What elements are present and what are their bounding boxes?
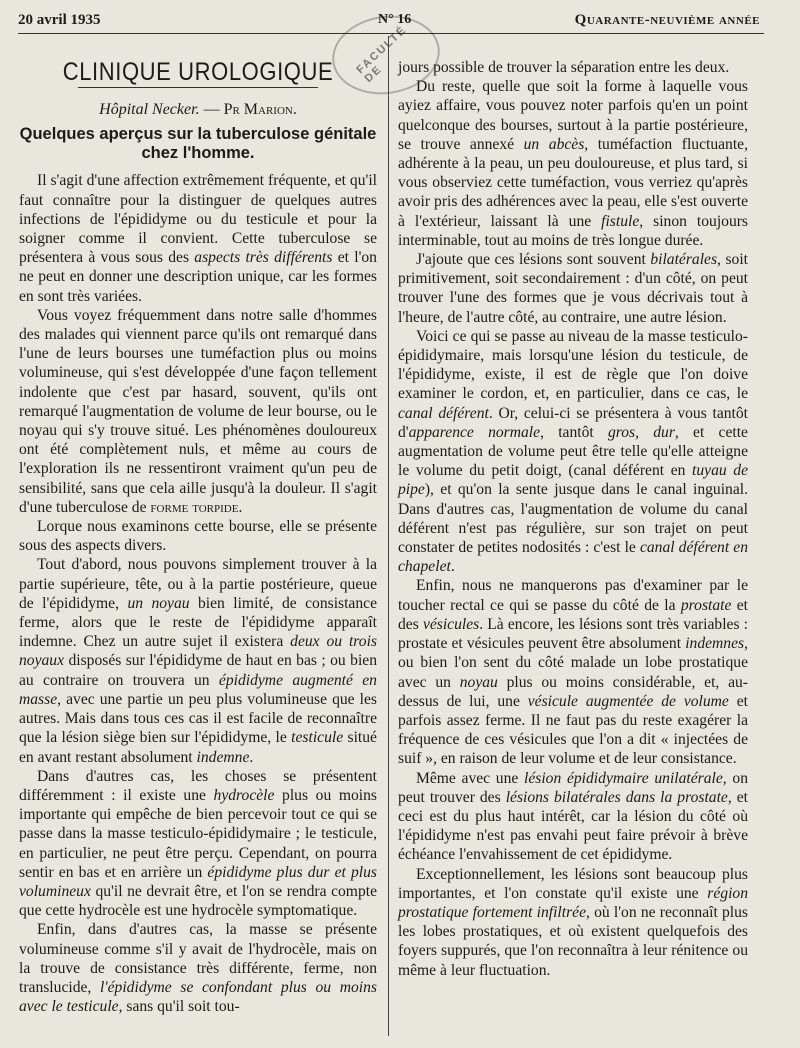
paragraph: Lorque nous examinons cette bourse, elle se présente sous des aspects divers. [19, 518, 377, 555]
paragraph: J'ajoute que ces lésions sont souvent bilatérales, soit primitivement, soit secondairement : d'un côté, on peut trouver l'une des formes que je vous décrivais tout à l'heure, de l'autre côté, au contraire, une autre lésion. [398, 251, 748, 326]
byline-dash: — [199, 101, 224, 119]
author-name: Pr Marion. [223, 101, 297, 119]
paragraph: Voici ce qui se passe au niveau de la masse testiculo-épididymaire, mais lorsqu'une lésion du testicule, de l'épididyme, existe, il est de règle que l'on doive examiner le cordon, et, en particulier, dans ce cas, le canal déférent. Or, celui-ci se présentera à vous tantôt d'apparence normale, tantôt gros, dur, et cette augmentation de volume peut être telle qu'elle atteigne le volume du petit doigt, (canal déférent en tuyau de pipe), et qu'on la sente jusque dans le canal inguinal. Dans d'autres cas, l'augmentation de volume du canal déférent n'est pas régulière, sur son trajet on peut constater de petites nodosités : c'est le canal déférent en chapelet. [398, 327, 749, 576]
paragraph: Même avec une lésion épididymaire unilatérale, on peut trouver des lésions bilatérales dans la prostate, et ceci est du plus haut intérêt, car la lésion du côté où l'épididyme n'est pas envahi peut faire prévoir à brève échéance l'envahissement de cet épididyme. [398, 769, 748, 864]
title-rule [78, 87, 318, 88]
article-title: Quelques aperçus sur la tuberculose génitale chez l'homme. [19, 125, 377, 163]
paragraph: Enfin, dans d'autres cas, la masse se présente volumineuse comme s'il y avait de l'hydrocèle, mais on la trouve de consistance très différente, ferme, non translucide, l'épididyme se confondant plus ou moins avec le testicule, sans qu'il soit tou- [19, 921, 377, 1016]
paragraph: Du reste, quelle que soit la forme à laquelle vous ayiez affaire, vous pouvez noter parfois qu'en un point quelconque des bourses, surtout à la partie postérieure, se trouve annexé un abcès, tuméfaction fluctuante, adhérente à la peau, un peu douloureuse, et plus tard, si vous observiez cette tuméfaction, vous verriez qu'après avoir pris des adhérences avec la peau, elle s'est ouverte à l'extérieur, laissant là une fistule, sinon toujours interminable, tout au moins de très longue durée. [398, 78, 749, 249]
paragraph: jours possible de trouver la séparation entre les deux. [398, 59, 730, 76]
section-title: CLINIQUE UROLOGIQUE [62, 57, 334, 86]
paragraph: Enfin, nous ne manquerons pas d'examiner par le toucher rectal ce qui se passe du côté de la prostate et des vésicules. Là encore, les lésions sont très variables : prostate et vésicules peuvent être absolument indemnes, ou bien l'on sent du côté malade un lobe prostatique avec un noyau plus ou moins considérable, et, au-dessus de lui, une vésicule augmentée de volume et parfois assez ferme. Il ne faut pas du reste exagérer la fréquence de ces vésicules que l'on a dit « injectées de suif », en raison de leur volume et de leur consistance. [398, 577, 749, 768]
volume-year: Quarante-neuvième année [574, 12, 760, 28]
paragraph: Exceptionnellement, les lésions sont beaucoup plus importantes, et l'on constate qu'il existe une région prostatique fortement infiltrée, où l'on ne reconnaît plus les lobes prostatiques, et où existent quelquefois des foyers suppurés, que l'on reconnaîtra à leur rénitence ou même à leur fluctuation. [398, 865, 748, 979]
paragraph: Il s'agit d'une affection extrêmement fréquente, et qu'il faut connaître pour la distinguer de quelques autres infections de l'épididyme ou du testicule et pour la soigner comme il convient. Cette tuberculose se présentera à vous sous des aspects très différents et l'on ne peut en donner une description unique, car les formes en sont très variées. [19, 172, 377, 305]
byline [19, 100, 377, 119]
paragraph: Dans d'autres cas, les choses se présentent différemment : il existe une hydrocèle plus ou moins importante qui empêche de bien percevoir tout ce qui se passe dans la masse testiculo-épididymaire ; le testicule, en particulier, ne peut être perçu. Cependant, on pourra sentir en bas et en arrière un épididyme plus dur et plus volumineux qu'il ne devrait être, et l'on se rendra compte que cette hydrocèle est une hydrocèle symptomatique. [19, 767, 377, 920]
column-divider [388, 36, 389, 1036]
issue-date: 20 avril 1935 [18, 12, 101, 28]
left-column [19, 40, 377, 1016]
paragraph: Vous voyez fréquemment dans notre salle d'hommes des malades qui viennent parce qu'ils ont remarqué dans l'une de leurs bourses une tuméfaction plus ou moins volumineuse, qui s'est développée d'une façon tellement indolente que c'est par hasard, souvent, qu'ils ont remarqué l'augmentation de volume de leur bourse, ou le noyau qui s'y trouve situé. Les phénomènes douloureux ont été complètement nuls, et même au cours de l'exploration ils ne ressentiront vraiment qu'un peu de sensibilité, sans que cela aille jusqu'à la douleur. Il s'agit d'une tuberculose de forme torpide. [19, 306, 377, 516]
paragraph: Tout d'abord, nous pouvons simplement trouver à la partie supérieure, tête, ou à la partie postérieure, queue de l'épididyme, un noyau bien limité, de consistance ferme, alors que le reste de l'épididyme apparaît indemne. Chez un autre sujet il existera deux ou trois noyaux disposés sur l'épididyme de haut en bas ; ou bien au contraire on trouvera un épididyme augmenté en masse, avec une partie un peu plus volumineuse que les autres. Mais dans tous ces cas il est facile de reconnaître que la lésion siège bien sur l'épididyme, le testicule situé en avant restant absolument indemne. [19, 556, 377, 766]
hospital-name: Hôpital Necker. [99, 101, 200, 119]
issue-number: N° 16 [378, 12, 412, 27]
stamp-text: FACULTÉ DE [354, 23, 410, 85]
right-column [398, 58, 748, 980]
